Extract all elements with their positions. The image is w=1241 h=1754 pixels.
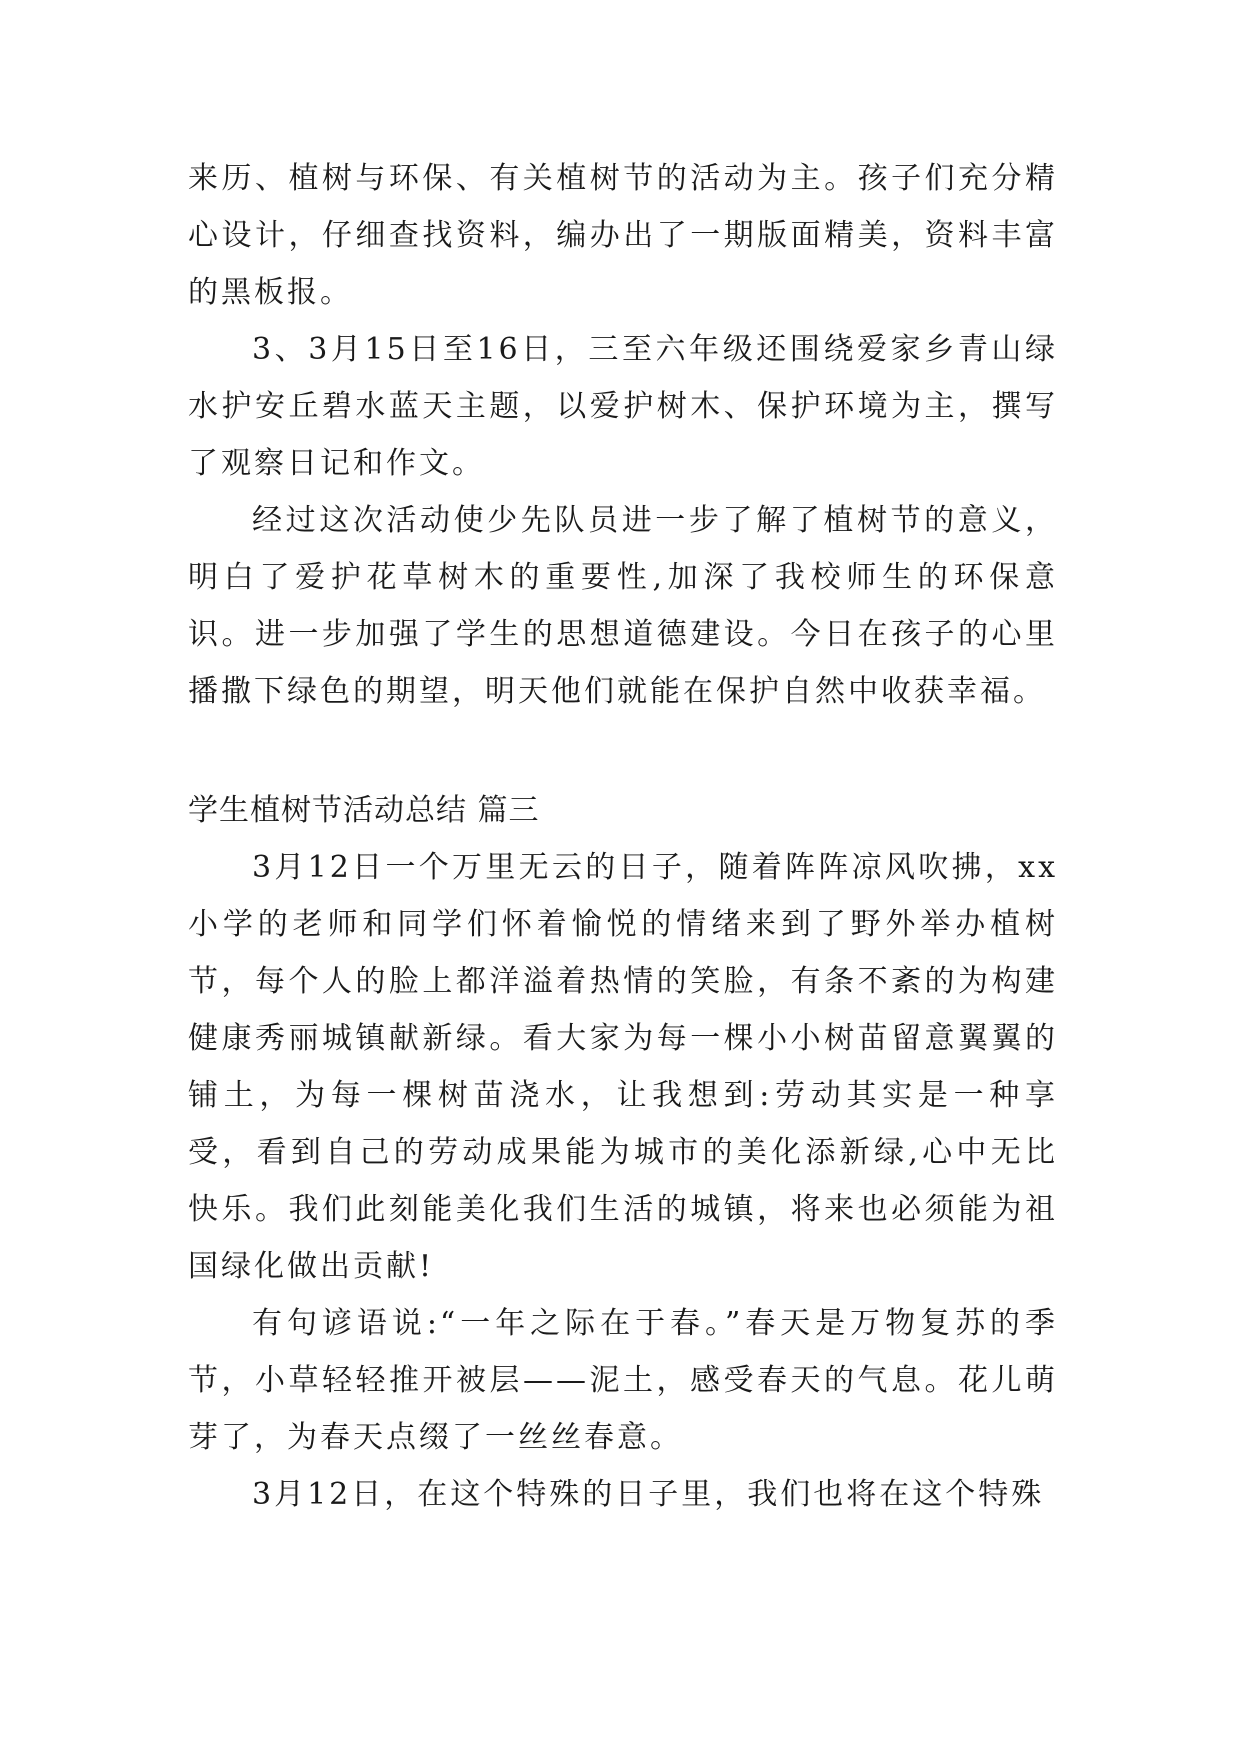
paragraph-4: 3月12日一个万里无云的日子，随着阵阵凉风吹拂，xx小学的老师和同学们怀着愉悦的情绪来到了野外举办植树节，每个人的脸上都洋溢着热情的笑脸，有条不紊的为构建健康秀丽城镇献新绿。看大家为每一棵小小树苗留意翼翼的铺土，为每一棵树苗浇水，让我想到:劳动其实是一种享受，看到自己的劳动成果能为城市的美化添新绿,心中无比快乐。我们此刻能美化我们生活的城镇，将来也必须能为祖国绿化做出贡献! — [188, 850, 1058, 1284]
paragraph-1: 来历、植树与环保、有关植树节的活动为主。孩子们充分精心设计，仔细查找资料，编办出了一期版面精美，资料丰富的黑板报。 — [188, 161, 1058, 310]
paragraph-5: 有句谚语说:“一年之际在于春。”春天是万物复苏的季节，小草轻轻推开被层——泥土，感受春天的气息。花儿萌芽了，为春天点缀了一丝丝春意。 — [188, 1306, 1058, 1455]
paragraph-3: 经过这次活动使少先队员进一步了解了植树节的意义，明白了爱护花草树木的重要性,加深了我校师生的环保意识。进一步加强了学生的思想道德建设。今日在孩子的心里播撒下绿色的期望，明天他们就能在保护自然中收获幸福。 — [188, 503, 1058, 709]
paragraph-2: 3、3月15日至16日，三至六年级还围绕爱家乡青山绿水护安丘碧水蓝天主题，以爱护树木、保护环境为主，撰写了观察日记和作文。 — [188, 332, 1058, 481]
paragraph-6: 3月12日，在这个特殊的日子里，我们也将在这个特殊 — [252, 1477, 1045, 1512]
document-page — [188, 150, 1058, 1523]
section-heading: 学生植树节活动总结 篇三 — [188, 793, 540, 828]
